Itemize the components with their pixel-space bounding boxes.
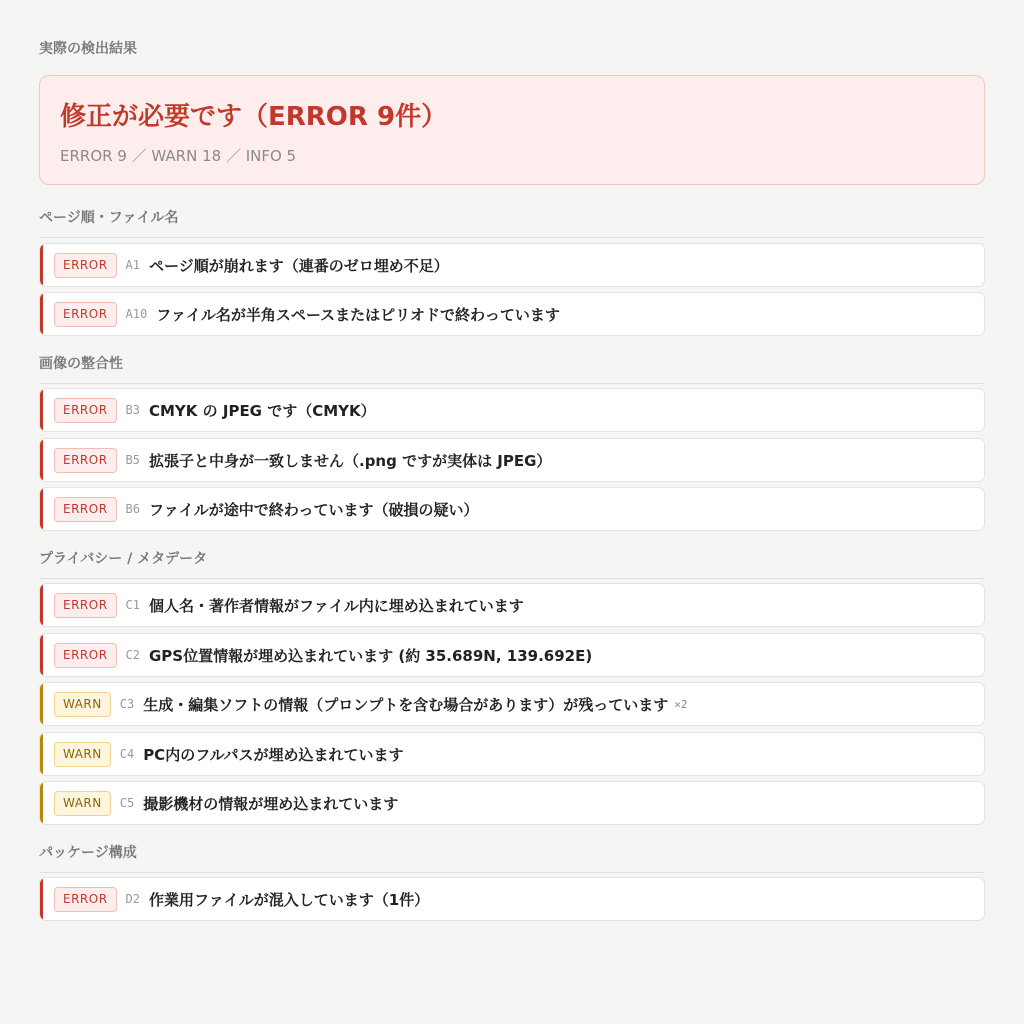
error-badge: ERROR xyxy=(54,643,117,668)
issue-row[interactable] xyxy=(39,633,985,677)
summary-heading: 修正が必要です（ERROR 9件） xyxy=(60,102,448,132)
issue-row[interactable] xyxy=(39,682,985,726)
page-title: 実際の検出結果 xyxy=(39,41,137,57)
section-title: プライバシー / メタデータ xyxy=(39,548,985,579)
issue-message: 撮影機材の情報が埋め込まれています xyxy=(143,794,399,813)
issue-message: 生成・編集ソフトの情報（プロンプトを含む場合があります）が残っています xyxy=(143,695,669,714)
issue-message: PC内のフルパスが埋め込まれています xyxy=(143,745,404,764)
issue-message: GPS位置情報が埋め込まれています (約 35.689N, 139.692E) xyxy=(149,646,593,665)
error-badge: ERROR xyxy=(54,253,117,278)
error-badge: ERROR xyxy=(54,448,117,473)
error-badge: ERROR xyxy=(54,497,117,522)
issue-row[interactable] xyxy=(39,438,985,482)
issue-message: ファイル名が半角スペースまたはピリオドで終わっています xyxy=(156,305,560,324)
issue-message: 個人名・著作者情報がファイル内に埋め込まれています xyxy=(149,596,524,615)
issue-row[interactable] xyxy=(39,487,985,531)
issue-code: A1 xyxy=(125,258,140,272)
issue-code: C1 xyxy=(125,598,140,612)
error-badge: ERROR xyxy=(54,887,117,912)
issue-code: B6 xyxy=(125,502,140,516)
issue-message: ページ順が崩れます（連番のゼロ埋め不足） xyxy=(149,256,449,275)
issue-message: 作業用ファイルが混入しています（1件） xyxy=(149,890,430,909)
issue-code: D2 xyxy=(125,892,140,906)
occurrence-count: ×2 xyxy=(674,697,688,711)
issue-row[interactable] xyxy=(39,583,985,627)
issue-code: A10 xyxy=(125,307,148,321)
issue-row[interactable] xyxy=(39,292,985,336)
issue-code: B5 xyxy=(125,453,140,467)
warn-badge: WARN xyxy=(54,791,111,816)
issue-message: ファイルが途中で終わっています（破損の疑い） xyxy=(149,500,479,519)
issue-row[interactable] xyxy=(39,781,985,825)
issue-code: C5 xyxy=(119,796,135,810)
warn-badge: WARN xyxy=(54,692,111,717)
section-title: ページ順・ファイル名 xyxy=(39,207,985,238)
issue-row[interactable] xyxy=(39,388,985,432)
issue-code: C4 xyxy=(119,747,135,761)
error-badge: ERROR xyxy=(54,302,117,327)
issue-code: C3 xyxy=(119,697,135,711)
warn-badge: WARN xyxy=(54,742,111,767)
issue-code: C2 xyxy=(125,648,140,662)
issue-message: 拡張子と中身が一致しません（.png ですが実体は JPEG） xyxy=(149,451,552,470)
error-badge: ERROR xyxy=(54,398,117,423)
issue-message: CMYK の JPEG です（CMYK） xyxy=(149,401,376,420)
issue-row[interactable] xyxy=(39,877,985,921)
issue-code: B3 xyxy=(125,403,140,417)
section-title: 画像の整合性 xyxy=(39,353,985,384)
summary-counts: ERROR 9 ／ WARN 18 ／ INFO 5 xyxy=(60,147,297,165)
issue-row[interactable] xyxy=(39,732,985,776)
error-badge: ERROR xyxy=(54,593,117,618)
section-title: パッケージ構成 xyxy=(39,842,985,873)
issue-row[interactable] xyxy=(39,243,985,287)
